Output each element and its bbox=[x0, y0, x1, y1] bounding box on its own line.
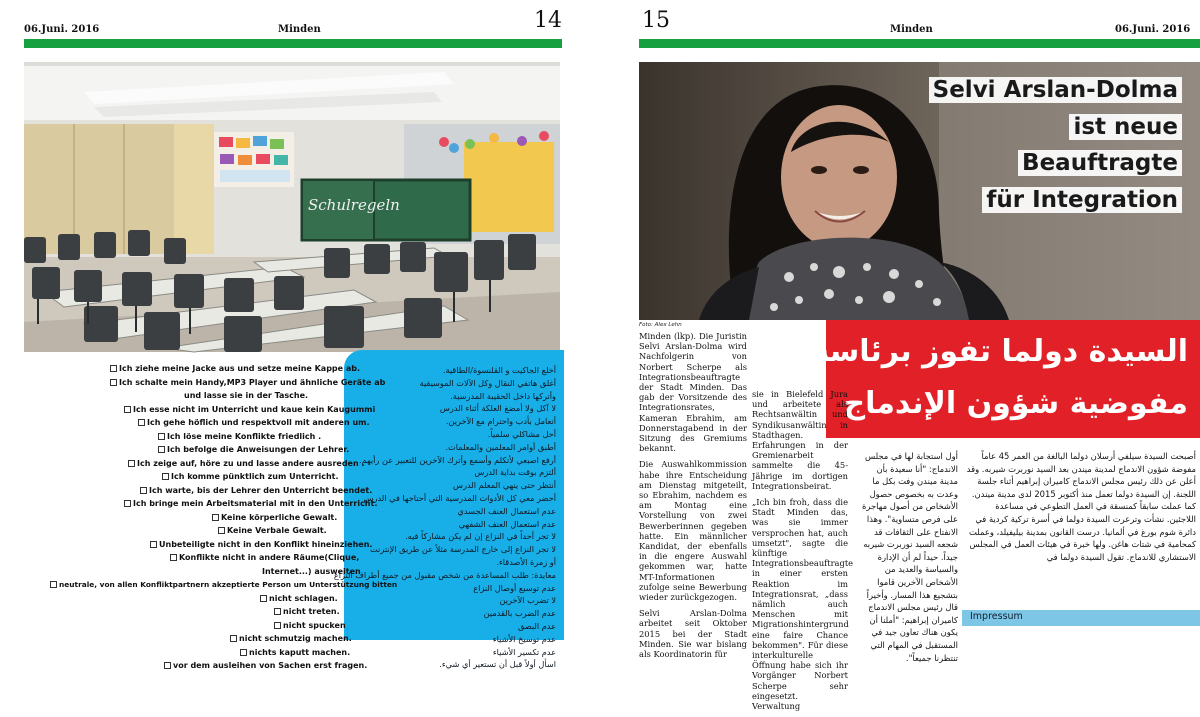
arabic-rule: لا تجر النزاع إلى خارج المدرسة مثلاً عن طريق الإنترنت bbox=[369, 544, 556, 555]
arabic-rule: لا آكل ولا أمضغ العلكة أثناء الدرس bbox=[439, 403, 556, 414]
checkbox-icon bbox=[274, 622, 281, 629]
checkbox-icon bbox=[212, 514, 219, 521]
arabic-rule: أخلع الجاكيت و القلنسوة/الطاقية. bbox=[442, 365, 556, 375]
checkbox-icon bbox=[110, 365, 117, 372]
rule-item: Ich bringe mein Arbeitsmaterial mit in den Unterricht. bbox=[24, 497, 334, 511]
right-page bbox=[610, 0, 1200, 712]
arabic-rule: عدم البصق bbox=[517, 620, 556, 631]
svg-text:Schulregeln: Schulregeln bbox=[308, 196, 400, 214]
right-page-number: 15 bbox=[642, 8, 670, 33]
rule-item: nicht spucken bbox=[24, 619, 334, 633]
paragraph: „Ich bin froh, dass die Stadt Minden das, was sie immer versprochen hat, auch umsetzt", sagte die künftige Integrationsbeauftragte in einer ersten Reaktion im Integrationsrat, „dass nämlich auch Menschen mit Migrationshintergrund eine faire Chance bekommen". Für diese interkulturelle Öffnung habe sich ihr Vorgänger Norbert Scherpe sehr eingesetzt. Verwaltung bbox=[752, 497, 854, 712]
rule-item: Ich esse nicht im Unterricht und kaue kein Kaugummi bbox=[24, 403, 334, 417]
rule-item: neutrale, von allen Konfliktpartnern akzeptierte Person um Unterstützung bitten bbox=[24, 578, 334, 592]
rule-item: Ich löse meine Konflikte friedlich . bbox=[24, 430, 334, 444]
checkbox-icon bbox=[124, 500, 131, 507]
rule-item: Internet...) ausweiten bbox=[262, 566, 361, 576]
right-header-city: Minden bbox=[890, 24, 933, 35]
checkbox-icon bbox=[164, 662, 171, 669]
arabic-rule: وأتركها داخل الحقيبة المدرسية. bbox=[450, 390, 556, 401]
headline-line: Selvi Arslan-Dolma bbox=[929, 73, 1182, 109]
left-page-number: 14 bbox=[534, 8, 562, 33]
arabic-rule: أطبق أوامر المعلمين والمعلمات. bbox=[445, 441, 556, 452]
rule-item: Ich schalte mein Handy,MP3 Player und ähnliche Geräte ab bbox=[24, 376, 334, 390]
checkbox-icon bbox=[124, 406, 131, 413]
arabic-headline-box bbox=[811, 320, 1200, 438]
rule-item: nicht schlagen. bbox=[24, 592, 334, 606]
arabic-rule: أو زمرة الأصدقاء. bbox=[496, 556, 556, 567]
left-header-city: Minden bbox=[278, 24, 321, 35]
checkbox-icon bbox=[230, 635, 237, 642]
checkbox-icon bbox=[50, 581, 57, 588]
paragraph: sie in Bielefeld Jura und arbeitete als Rechtsanwältin und Syndikusanwältin in Stadthagen. Erfahrungen in der Gremienarbeit sammelte die 45-Jährige im dortigen Integrationsbeirat. bbox=[752, 389, 848, 491]
checkbox-icon bbox=[170, 554, 177, 561]
arabic-rule: أحل مشاكلي سلمياً. bbox=[487, 428, 556, 439]
headline-line: für Integration bbox=[929, 183, 1182, 219]
left-header-date: 06.Juni. 2016 bbox=[24, 24, 100, 35]
article-column-arabic-1: أول استجابة لها في مجلس الاندماج: "أنا سعيدة بأن مدينة ميندن وفت بكل ما وعدت به بخصوص حصول الأشخاص من أصول مهاجرة على فرص متساوية". وهذا الانفتاح على الثقافات قد شجعه السيد نوربرت شيربه جيداً. حيداً لم أن الإدارة والسياسة والعديد من الأشخاص الآخرين قاموا بتشجيع هذا المسار. وأخيراً قال رئيس مجلس الاندماج كاميران إبراهيم: "أملنا أن يكون هناك تعاون جيد في المستقبل في المهام التي تنتظرنا جميعاً". bbox=[862, 451, 958, 663]
arabic-rule: لا تجر أحداً في النزاع إن لم يكن مشاركاً فيه. bbox=[405, 531, 556, 542]
checkbox-icon bbox=[162, 473, 169, 480]
left-page bbox=[0, 0, 590, 670]
page-gutter bbox=[590, 0, 610, 628]
rule-item: nichts kaputt machen. bbox=[24, 646, 334, 660]
photo-credit: Foto: Alex Lehn bbox=[639, 322, 682, 328]
rule-item: Ich gehe höflich und respektvoll mit anderen um. bbox=[24, 416, 334, 430]
headline-line: Beauftragte bbox=[929, 146, 1182, 182]
checkbox-icon bbox=[128, 460, 135, 467]
article-column-2 bbox=[752, 389, 854, 717]
rule-item: Ich warte, bis der Lehrer den Unterricht beendet. bbox=[24, 484, 334, 498]
arabic-rule: عدم استعمال العنف الشفهي bbox=[458, 518, 556, 529]
arabic-rule: أحضر معي كل الأدوات المدرسية التي أحتاجها في الدرس bbox=[363, 492, 556, 503]
article-column-1 bbox=[639, 331, 747, 665]
rule-item: Konflikte nicht in andere Räume(Clique, bbox=[24, 551, 334, 565]
arabic-rule: عدم توسيع أوصال النزاع bbox=[473, 582, 556, 593]
left-header-rule bbox=[24, 39, 562, 48]
rule-item: Ich zeige auf, höre zu und lasse andere ausreden . bbox=[24, 457, 334, 471]
paragraph: Minden (lkp). Die Juristin Selvi Arslan-Dolma wird Nachfolgerin von Norbert Scherpe als Integrationsbeauftragte der Stadt Minden. Das gab der Vorsitzende des Integrationsrates, Kameran Ebrahim, am Donnerstagabend in der Sitzung des Gremiums bekannt. bbox=[639, 331, 747, 454]
checkbox-icon bbox=[218, 527, 225, 534]
arabic-rule: عدم استعمال العنف الجسدي bbox=[457, 505, 556, 516]
german-rules-list bbox=[24, 362, 398, 673]
checkbox-icon bbox=[260, 595, 267, 602]
classroom-photo bbox=[24, 62, 560, 352]
arabic-rule: لا تضرب الآخرين bbox=[499, 595, 556, 606]
checkbox-icon bbox=[158, 433, 165, 440]
rule-item: und lasse sie in der Tasche. bbox=[184, 391, 309, 400]
arabic-headline-line: مفوضية شؤون الإندماج bbox=[843, 386, 1188, 421]
impressum-box bbox=[962, 606, 1200, 628]
rule-item: Unbeteiligte nicht in den Konflikt hineinziehen. bbox=[24, 538, 334, 552]
arabic-rule: اسأل أولاً قبل أن تستعير أي شيء. bbox=[439, 659, 556, 670]
headline-line: ist neue bbox=[929, 110, 1182, 146]
rule-item: Ich befolge die Anweisungen der Lehrer. bbox=[24, 443, 334, 457]
arabic-rule: أغلق هاتفي النقال وكل الآلات الموسيقية bbox=[419, 377, 556, 388]
arabic-rule: ألتزم بوقت بداية الدرس bbox=[474, 467, 556, 478]
impressum-label: Impressum bbox=[970, 611, 1023, 622]
checkbox-icon bbox=[140, 487, 147, 494]
arabic-rule: عدم الضرب بالقدمين bbox=[483, 608, 556, 619]
paragraph: Die Auswahlkommission habe ihre Entscheidung am Dienstag mitgeteilt, so Ebrahim, nachdem es am Montag eine Vorstellung von zwei Bewerberinnen gegeben hatte. Ein männlicher Kandidat, der ebenfalls in die engere Auswahl gekommen war, hatte MT-Informationen zufolge seine Bewerbung wieder zurückgezogen. bbox=[639, 459, 747, 603]
rule-item: Ich komme pünktlich zum Unterricht. bbox=[24, 470, 334, 484]
paragraph: Selvi Arslan-Dolma arbeitet seit Oktober 2015 bei der Stadt Minden. Sie war bislang als Koordinatorin für bbox=[639, 608, 747, 660]
arabic-rule: أرفع اصبعي لأتكلم وأسمع وأترك الآخرين للتعبير عن رأيهم. bbox=[359, 454, 556, 465]
right-header-rule bbox=[639, 39, 1200, 48]
checkbox-icon bbox=[150, 541, 157, 548]
arabic-rule: عدم توسيخ الأشياء bbox=[492, 633, 556, 644]
arabic-rule: أنتظر حتى ينهي المعلم الدرس bbox=[453, 480, 556, 491]
arabic-rule: عدم تكسير الأشياء bbox=[492, 646, 556, 657]
checkbox-icon bbox=[158, 446, 165, 453]
article-column-arabic-2: أصبحت السيدة سيلفي أرسلان دولما البالغة من العمر 45 عاماً مفوضة شؤون الاندماج لمدينة ميندن بعد السيد نوربرت شيربه. وقد أعلن عن ذلك رئيس مجلس الاندماج كاميران إبراهيم أثناء جلسة اللجنة. إن السيدة دولما تعمل منذ أكتوبر 2015 لدى مدينة ميندن. كما عملت سابقاً كمنسقة في العمل التطوعي في مساعدة اللاجئين. نشأت وترعرت السيدة دولما في أسرة تركية كردية في دائرة شوم بورغ في ألمانيا. درست القانون بمدينة بيليفيلد، وعملت كمحامية في شتات هاغن. ولها خبرة في هيئات العمل في المجلس الاستشاري للاندماج. تقول السيدة دولما في bbox=[966, 451, 1196, 562]
rule-item: Keine Verbale Gewalt. bbox=[24, 524, 334, 538]
right-header-date: 06.Juni. 2016 bbox=[1115, 24, 1191, 35]
checkbox-icon bbox=[274, 608, 281, 615]
arabic-rules-list bbox=[333, 364, 556, 671]
rule-item: Ich ziehe meine Jacke aus und setze meine Kappe ab. bbox=[24, 362, 334, 376]
arabic-rule: معايدة: طلب المساعدة من شخص مقبول من جميع أطراف النزاع bbox=[333, 569, 556, 580]
checkbox-icon bbox=[138, 419, 145, 426]
rule-item: nicht schmutzig machen. bbox=[24, 632, 334, 646]
headline bbox=[929, 73, 1182, 219]
checkbox-icon bbox=[240, 649, 247, 656]
rule-item: nicht treten. bbox=[24, 605, 334, 619]
rule-item: Keine körperliche Gewalt. bbox=[24, 511, 334, 525]
rule-item: vor dem ausleihen von Sachen erst fragen. bbox=[24, 659, 334, 673]
arabic-rule: أتعامل بأدب واحترام مع الآخرين. bbox=[445, 416, 556, 427]
arabic-headline-line: السيدة دولما تفوز برئاسة bbox=[811, 334, 1188, 369]
checkbox-icon bbox=[110, 379, 117, 386]
